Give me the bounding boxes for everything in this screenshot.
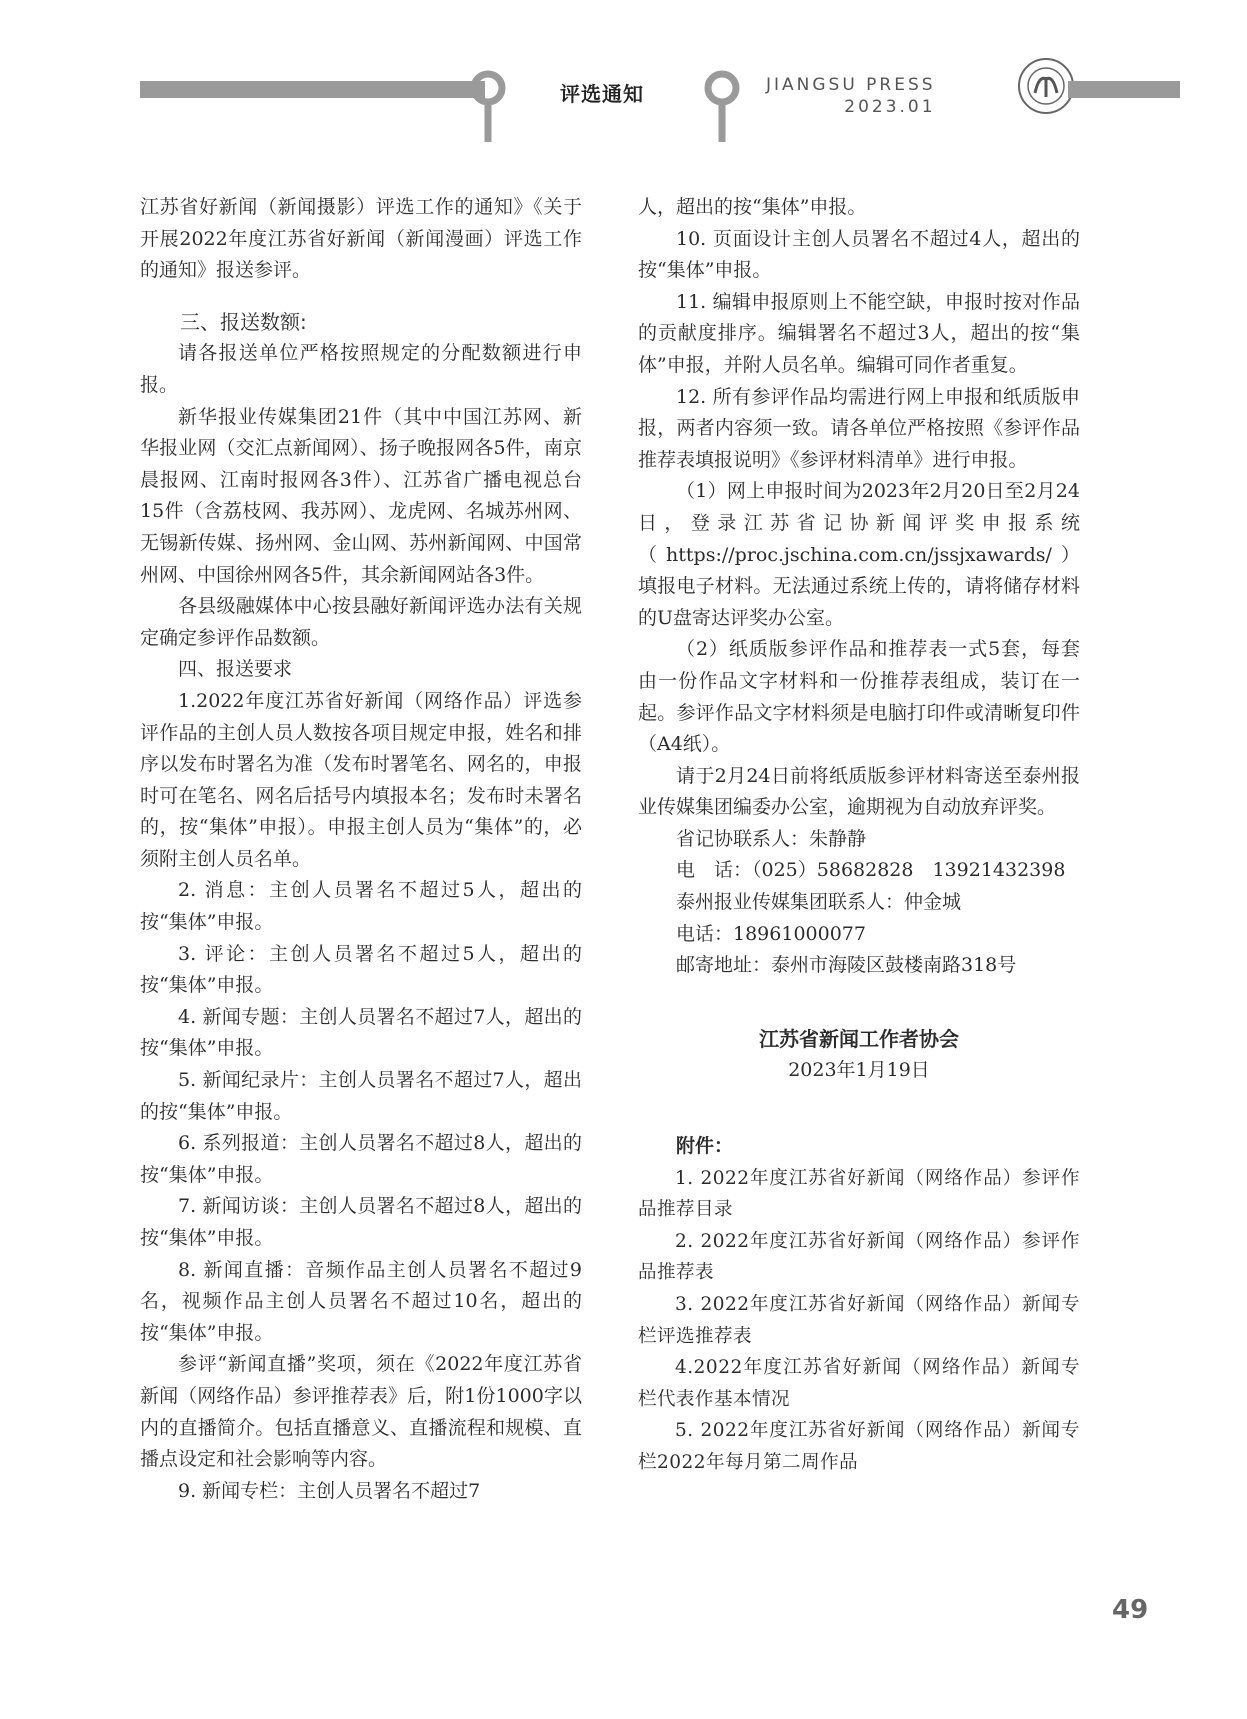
paragraph: 人，超出的按“集体”申报。	[638, 196, 867, 218]
contact-person: 省记协联系人：朱静静	[676, 827, 867, 850]
paragraph: 12. 所有参评作品均需进行网上申报和纸质版申报，两者内容须一致。请各单位严格按照《参评作品推荐表填报说明》《参评材料清单》进行申报。	[638, 385, 1080, 471]
attachments-label: 附件：	[676, 1135, 734, 1158]
paragraph: 6. 系列报道：主创人员署名不超过8人，超出的按“集体”申报。	[140, 1132, 582, 1186]
association-seal-icon	[1017, 57, 1075, 115]
paragraph: 10. 页面设计主创人员署名不超过4人，超出的按“集体”申报。	[638, 227, 1080, 282]
paragraph: （1）网上申报时间为2023年2月20日至2月24日，登录江苏省记协新闻评奖申报系统（https://proc.jschina.com.cn/jssjxawards/）填报电子材料。无法通过系统上传的，请将储存材料的U盘寄达评奖办公室。	[638, 480, 1080, 629]
journal-name: JIANGSU PRESS	[766, 75, 936, 95]
pin-icon	[700, 70, 744, 150]
page-number: 49	[1112, 1595, 1149, 1625]
paragraph: 请各报送单位严格按照规定的分配数额进行申报。	[140, 342, 582, 396]
contact-phone: 电 话：（025）58682828 13921432398	[676, 859, 1066, 882]
paragraph: 11. 编辑申报原则上不能空缺，申报时按对作品的贡献度排序。编辑署名不超过3人，超出的按“集体”申报，并附人员名单。编辑可同作者重复。	[638, 290, 1080, 376]
paragraph: 新华报业传媒集团21件（其中中国江苏网、新华报业网（交汇点新闻网）、扬子晚报网各5件，南京晨报网、江南时报网各3件）、江苏省广播电视总台15件（含荔枝网、我苏网）、龙虎网、名城苏州网、无锡新传媒、扬州网、金山网、苏州新闻网、中国常州网、中国徐州网各5件，其余新闻网站各3件。	[140, 405, 582, 586]
header-rule-right	[1068, 81, 1180, 98]
heading-requirements: 四、报送要求	[178, 658, 293, 681]
heading-quota: 三、报送数额:	[180, 309, 307, 334]
paragraph: 8. 新闻直播：音频作品主创人员署名不超过9名，视频作品主创人员署名不超过10名，超出的按“集体”申报。	[140, 1258, 582, 1344]
contact-phone: 电话：18961000077	[676, 922, 866, 945]
paragraph: 江苏省好新闻（新闻摄影）评选工作的通知》《关于开展2022年度江苏省好新闻（新闻漫画）评选工作的通知》报送参评。	[140, 196, 582, 282]
header-rule-left	[140, 81, 485, 98]
paragraph: （2）纸质版参评作品和推荐表一式5套，每套由一份作品文字材料和一份推荐表组成，装订在一起。参评作品文字材料须是电脑打印件或清晰复印件（A4纸）。	[638, 638, 1080, 756]
journal-masthead	[766, 74, 936, 118]
attachment-item: 5. 2022年度江苏省好新闻（网络作品）新闻专栏2022年每月第二周作品	[638, 1420, 1080, 1473]
paragraph: 9. 新闻专栏：主创人员署名不超过7	[178, 1479, 481, 1502]
paragraph: 1.2022年度江苏省好新闻（网络作品）评选参评作品的主创人员人数按各项目规定申报，姓名和排序以发布时署名为准（发布时署笔名、网名的，申报时可在笔名、网名后括号内填报本名；发布时未署名的，按“集体”申报）。申报主创人员为“集体”的，必须附主创人员名单。	[140, 689, 582, 870]
paragraph: 各县级融媒体中心按县融好新闻评选办法有关规定确定参评作品数额。	[140, 595, 582, 649]
attachment-item: 3. 2022年度江苏省好新闻（网络作品）新闻专栏评选推荐表	[638, 1294, 1080, 1347]
signature-date: 2023年1月19日	[788, 1059, 930, 1082]
paragraph: 4. 新闻专题：主创人员署名不超过7人，超出的按“集体”申报。	[140, 1005, 582, 1060]
paragraph: 5. 新闻纪录片：主创人员署名不超过7人，超出的按“集体”申报。	[140, 1069, 582, 1123]
paragraph: 请于2月24日前将纸质版参评材料寄送至泰州报业传媒集团编委办公室，逾期视为自动放弃评奖。	[638, 764, 1080, 819]
mailing-address: 邮寄地址：泰州市海陵区鼓楼南路318号	[676, 954, 1017, 977]
attachment-item: 1. 2022年度江苏省好新闻（网络作品）参评作品推荐目录	[638, 1167, 1080, 1221]
pin-icon	[466, 70, 510, 150]
signature-org: 江苏省新闻工作者协会	[759, 1026, 959, 1051]
left-column	[140, 192, 582, 1507]
contact-person: 泰州报业传媒集团联系人：仲金城	[676, 891, 962, 914]
attachment-item: 2. 2022年度江苏省好新闻（网络作品）参评作品推荐表	[638, 1230, 1080, 1284]
issue-number: 2023.01	[844, 97, 936, 117]
attachment-item: 4.2022年度江苏省好新闻（网络作品）新闻专栏代表作基本情况	[638, 1357, 1080, 1410]
paragraph: 参评“新闻直播”奖项，须在《2022年度江苏省新闻（网络作品）参评推荐表》后，附1份1000字以内的直播简介。包括直播意义、直播流程和规模、直播点设定和社会影响等内容。	[140, 1353, 582, 1471]
paragraph: 2. 消息：主创人员署名不超过5人，超出的按“集体”申报。	[140, 879, 582, 934]
paragraph: 3. 评论：主创人员署名不超过5人，超出的按“集体”申报。	[140, 942, 582, 997]
paragraph: 7. 新闻访谈：主创人员署名不超过8人，超出的按“集体”申报。	[140, 1195, 582, 1249]
section-title: 评选通知	[560, 82, 644, 106]
right-column	[638, 192, 1080, 1479]
